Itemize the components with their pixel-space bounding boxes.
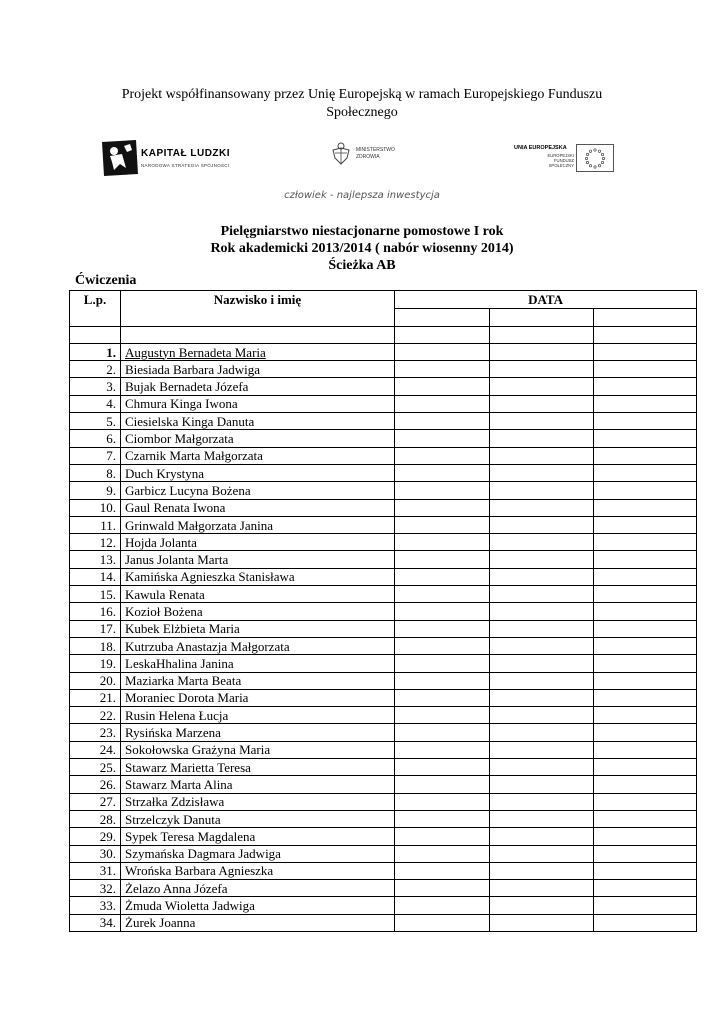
attendance-cell[interactable] [395, 707, 490, 724]
table-row [70, 655, 697, 672]
date-cell-1[interactable] [395, 309, 490, 326]
eu-title: UNIA EUROPEJSKA [514, 145, 567, 151]
student-name: Strzelczyk Danuta [121, 810, 395, 827]
row-number: 32. [70, 880, 121, 897]
student-name: Stawarz Marta Alina [121, 776, 395, 793]
attendance-cell[interactable] [594, 516, 697, 533]
row-number: 3. [70, 378, 121, 395]
table-row [70, 759, 697, 776]
attendance-cell[interactable] [490, 534, 594, 551]
attendance-cell[interactable] [594, 897, 697, 914]
attendance-cell[interactable] [490, 810, 594, 827]
row-number: 27. [70, 793, 121, 810]
row-number: 34. [70, 914, 121, 931]
student-name: Grinwald Małgorzata Janina [121, 516, 395, 533]
row-number: 6. [70, 430, 121, 447]
table-row [70, 551, 697, 568]
attendance-cell[interactable] [490, 689, 594, 706]
row-number: 26. [70, 776, 121, 793]
spacer-cell [490, 326, 594, 343]
attendance-cell[interactable] [395, 862, 490, 879]
table-row [70, 464, 697, 481]
attendance-cell[interactable] [594, 862, 697, 879]
student-name: LeskaHhalina Janina [121, 655, 395, 672]
attendance-cell[interactable] [594, 395, 697, 412]
row-number: 20. [70, 672, 121, 689]
attendance-cell[interactable] [490, 551, 594, 568]
attendance-cell[interactable] [490, 655, 594, 672]
student-name: Moraniec Dorota Maria [121, 689, 395, 706]
row-number: 2. [70, 361, 121, 378]
attendance-cell[interactable] [395, 343, 490, 360]
table-row [70, 672, 697, 689]
student-name: Chmura Kinga Iwona [121, 395, 395, 412]
row-number: 9. [70, 482, 121, 499]
attendance-cell[interactable] [395, 845, 490, 862]
student-name: Kamińska Agnieszka Stanisława [121, 568, 395, 585]
student-name: Kutrzuba Anastazja Małgorzata [121, 637, 395, 654]
student-name: Żelazo Anna Józefa [121, 880, 395, 897]
attendance-cell[interactable] [594, 689, 697, 706]
row-number: 33. [70, 897, 121, 914]
spacer-cell [395, 326, 490, 343]
row-number: 29. [70, 828, 121, 845]
attendance-cell[interactable] [594, 914, 697, 931]
table-row [70, 880, 697, 897]
table-row [70, 741, 697, 758]
attendance-cell[interactable] [395, 672, 490, 689]
table-row [70, 586, 697, 603]
section-label: Ćwiczenia [75, 273, 137, 288]
attendance-cell[interactable] [395, 603, 490, 620]
academic-year: Rok akademicki 2013/2014 ( nabór wiosenny 2014) [210, 241, 514, 256]
table-row [70, 724, 697, 741]
attendance-cell[interactable] [395, 776, 490, 793]
attendance-cell[interactable] [594, 413, 697, 430]
row-number: 11. [70, 516, 121, 533]
attendance-cell[interactable] [490, 516, 594, 533]
attendance-cell[interactable] [395, 897, 490, 914]
attendance-cell[interactable] [594, 845, 697, 862]
student-name: Duch Krystyna [121, 464, 395, 481]
attendance-cell[interactable] [490, 395, 594, 412]
table-row [70, 361, 697, 378]
kapital-ludzki-title: KAPITAŁ LUDZKI [141, 148, 231, 159]
attendance-cell[interactable] [395, 447, 490, 464]
student-name: Garbicz Lucyna Bożena [121, 482, 395, 499]
kapital-ludzki-subtitle: NARODOWA STRATEGIA SPÓJNOŚCI [141, 163, 230, 168]
date-cell-3[interactable] [594, 309, 697, 326]
attendance-cell[interactable] [594, 430, 697, 447]
student-name: Rusin Helena Łucja [121, 707, 395, 724]
attendance-cell[interactable] [490, 828, 594, 845]
row-number: 22. [70, 707, 121, 724]
attendance-cell[interactable] [395, 793, 490, 810]
attendance-cell[interactable] [490, 378, 594, 395]
table-row [70, 862, 697, 879]
attendance-cell[interactable] [490, 499, 594, 516]
attendance-cell[interactable] [395, 482, 490, 499]
eu-sub-1: EUROPEJSKI [547, 153, 574, 158]
attendance-cell[interactable] [594, 482, 697, 499]
row-number: 10. [70, 499, 121, 516]
row-number: 19. [70, 655, 121, 672]
row-number: 24. [70, 741, 121, 758]
attendance-cell[interactable] [395, 724, 490, 741]
attendance-cell[interactable] [395, 516, 490, 533]
attendance-cell[interactable] [490, 759, 594, 776]
attendance-cell[interactable] [395, 828, 490, 845]
table-row [70, 828, 697, 845]
table-row [70, 707, 697, 724]
table-row [70, 447, 697, 464]
attendance-cell[interactable] [395, 413, 490, 430]
attendance-cell[interactable] [594, 464, 697, 481]
spacer-cell [594, 326, 697, 343]
row-number: 16. [70, 603, 121, 620]
attendance-cell[interactable] [490, 776, 594, 793]
roster-body [70, 343, 697, 931]
student-name: Stawarz Marietta Teresa [121, 759, 395, 776]
student-name: Kozioł Bożena [121, 603, 395, 620]
attendance-cell[interactable] [395, 586, 490, 603]
student-name: Augustyn Bernadeta Maria [121, 343, 395, 360]
attendance-cell[interactable] [594, 568, 697, 585]
attendance-cell[interactable] [490, 447, 594, 464]
attendance-cell[interactable] [490, 603, 594, 620]
track-label: Ścieżka AB [328, 258, 396, 273]
attendance-cell[interactable] [395, 914, 490, 931]
attendance-cell[interactable] [490, 620, 594, 637]
attendance-cell[interactable] [395, 430, 490, 447]
attendance-cell[interactable] [490, 897, 594, 914]
attendance-cell[interactable] [594, 707, 697, 724]
attendance-table [69, 290, 697, 932]
row-number: 28. [70, 810, 121, 827]
attendance-cell[interactable] [395, 810, 490, 827]
eu-sub-2: FUNDUSZ SPOŁECZNY [548, 158, 574, 168]
attendance-cell[interactable] [490, 724, 594, 741]
student-name: Wrońska Barbara Agnieszka [121, 862, 395, 879]
row-number: 13. [70, 551, 121, 568]
attendance-cell[interactable] [395, 464, 490, 481]
table-row [70, 378, 697, 395]
student-name: Strzałka Zdzisława [121, 793, 395, 810]
table-row [70, 395, 697, 412]
attendance-cell[interactable] [594, 672, 697, 689]
attendance-cell[interactable] [594, 655, 697, 672]
student-name: Żurek Joanna [121, 914, 395, 931]
row-number: 15. [70, 586, 121, 603]
student-name: Sokołowska Grażyna Maria [121, 741, 395, 758]
spacer-cell [121, 326, 395, 343]
slogan: człowiek - najlepsza inwestycja [284, 190, 440, 201]
eagle-emblem-icon [330, 140, 352, 168]
header-name: Nazwisko i imię [121, 291, 395, 327]
attendance-cell[interactable] [395, 689, 490, 706]
attendance-cell[interactable] [594, 534, 697, 551]
attendance-cell[interactable] [490, 568, 594, 585]
ministry-line-2: ZDROWIA [356, 154, 380, 160]
attendance-cell[interactable] [594, 551, 697, 568]
attendance-cell[interactable] [594, 724, 697, 741]
attendance-cell[interactable] [490, 793, 594, 810]
attendance-cell[interactable] [395, 551, 490, 568]
attendance-cell[interactable] [395, 741, 490, 758]
logo-row [0, 132, 724, 182]
row-number: 23. [70, 724, 121, 741]
table-row [70, 620, 697, 637]
attendance-cell[interactable] [594, 810, 697, 827]
attendance-cell[interactable] [395, 378, 490, 395]
table-row [70, 637, 697, 654]
attendance-cell[interactable] [594, 880, 697, 897]
attendance-cell[interactable] [594, 637, 697, 654]
table-row [70, 793, 697, 810]
attendance-cell[interactable] [395, 655, 490, 672]
kapital-ludzki-logo [100, 138, 240, 178]
table-row [70, 897, 697, 914]
attendance-cell[interactable] [594, 378, 697, 395]
spacer-cell [70, 326, 121, 343]
attendance-cell[interactable] [395, 499, 490, 516]
row-number: 14. [70, 568, 121, 585]
attendance-cell[interactable] [490, 430, 594, 447]
student-name: Rysińska Marzena [121, 724, 395, 741]
attendance-cell[interactable] [594, 447, 697, 464]
student-name: Janus Jolanta Marta [121, 551, 395, 568]
attendance-cell[interactable] [395, 759, 490, 776]
student-name: Sypek Teresa Magdalena [121, 828, 395, 845]
ministry-logo [330, 140, 420, 174]
table-row [70, 568, 697, 585]
attendance-cell[interactable] [594, 586, 697, 603]
table-row [70, 776, 697, 793]
attendance-cell[interactable] [490, 361, 594, 378]
student-name: Kubek Elżbieta Maria [121, 620, 395, 637]
table-row [70, 534, 697, 551]
ministry-line-1: MINISTERSTWO [356, 147, 395, 153]
attendance-cell[interactable] [490, 464, 594, 481]
attendance-cell[interactable] [490, 637, 594, 654]
student-name: Czarnik Marta Małgorzata [121, 447, 395, 464]
attendance-cell[interactable] [490, 845, 594, 862]
table-row [70, 343, 697, 360]
course-title: Pielęgniarstwo niestacjonarne pomostowe I rok [220, 224, 504, 239]
row-number: 12. [70, 534, 121, 551]
header-lp: L.p. [70, 291, 121, 327]
eu-flag-icon [576, 144, 614, 172]
attendance-cell[interactable] [594, 776, 697, 793]
attendance-cell[interactable] [594, 361, 697, 378]
student-name: Hojda Jolanta [121, 534, 395, 551]
student-name: Szymańska Dagmara Jadwiga [121, 845, 395, 862]
table-row [70, 516, 697, 533]
attendance-cell[interactable] [490, 707, 594, 724]
funding-notice-line-1: Projekt współfinansowany przez Unię Europejską w ramach Europejskiego Funduszu [121, 87, 603, 102]
student-name: Gaul Renata Iwona [121, 499, 395, 516]
student-name: Kawula Renata [121, 586, 395, 603]
attendance-cell[interactable] [594, 343, 697, 360]
attendance-cell[interactable] [490, 413, 594, 430]
row-number: 7. [70, 447, 121, 464]
date-cell-2[interactable] [490, 309, 594, 326]
attendance-cell[interactable] [594, 741, 697, 758]
attendance-cell[interactable] [594, 499, 697, 516]
attendance-cell[interactable] [490, 482, 594, 499]
attendance-cell[interactable] [395, 620, 490, 637]
row-number: 1. [70, 343, 121, 360]
table-row [70, 603, 697, 620]
attendance-cell[interactable] [594, 759, 697, 776]
attendance-cell[interactable] [395, 395, 490, 412]
student-name: Biesiada Barbara Jadwiga [121, 361, 395, 378]
attendance-cell[interactable] [490, 880, 594, 897]
attendance-cell[interactable] [594, 603, 697, 620]
table-row [70, 689, 697, 706]
row-number: 18. [70, 637, 121, 654]
funding-notice-line-2: Społecznego [326, 105, 398, 120]
row-number: 31. [70, 862, 121, 879]
table-row [70, 482, 697, 499]
attendance-cell[interactable] [594, 620, 697, 637]
row-number: 25. [70, 759, 121, 776]
attendance-cell[interactable] [395, 534, 490, 551]
header-date: DATA [395, 291, 697, 309]
attendance-cell[interactable] [395, 880, 490, 897]
student-name: Maziarka Marta Beata [121, 672, 395, 689]
student-name: Bujak Bernadeta Józefa [121, 378, 395, 395]
attendance-cell[interactable] [490, 343, 594, 360]
table-row [70, 430, 697, 447]
kapital-ludzki-icon [100, 138, 140, 178]
row-number: 5. [70, 413, 121, 430]
student-name: Żmuda Wioletta Jadwiga [121, 897, 395, 914]
attendance-cell[interactable] [594, 793, 697, 810]
attendance-cell[interactable] [594, 828, 697, 845]
row-number: 4. [70, 395, 121, 412]
table-row [70, 914, 697, 931]
attendance-cell[interactable] [490, 862, 594, 879]
attendance-cell[interactable] [395, 637, 490, 654]
attendance-cell[interactable] [490, 672, 594, 689]
student-name: Ciesielska Kinga Danuta [121, 413, 395, 430]
row-number: 8. [70, 464, 121, 481]
row-number: 17. [70, 620, 121, 637]
attendance-cell[interactable] [395, 568, 490, 585]
attendance-cell[interactable] [395, 361, 490, 378]
table-row [70, 413, 697, 430]
table-row [70, 810, 697, 827]
attendance-cell[interactable] [490, 741, 594, 758]
row-number: 21. [70, 689, 121, 706]
eu-logo [514, 142, 614, 176]
table-row [70, 499, 697, 516]
student-name: Ciombor Małgorzata [121, 430, 395, 447]
attendance-cell[interactable] [490, 914, 594, 931]
row-number: 30. [70, 845, 121, 862]
attendance-cell[interactable] [490, 586, 594, 603]
table-row [70, 845, 697, 862]
